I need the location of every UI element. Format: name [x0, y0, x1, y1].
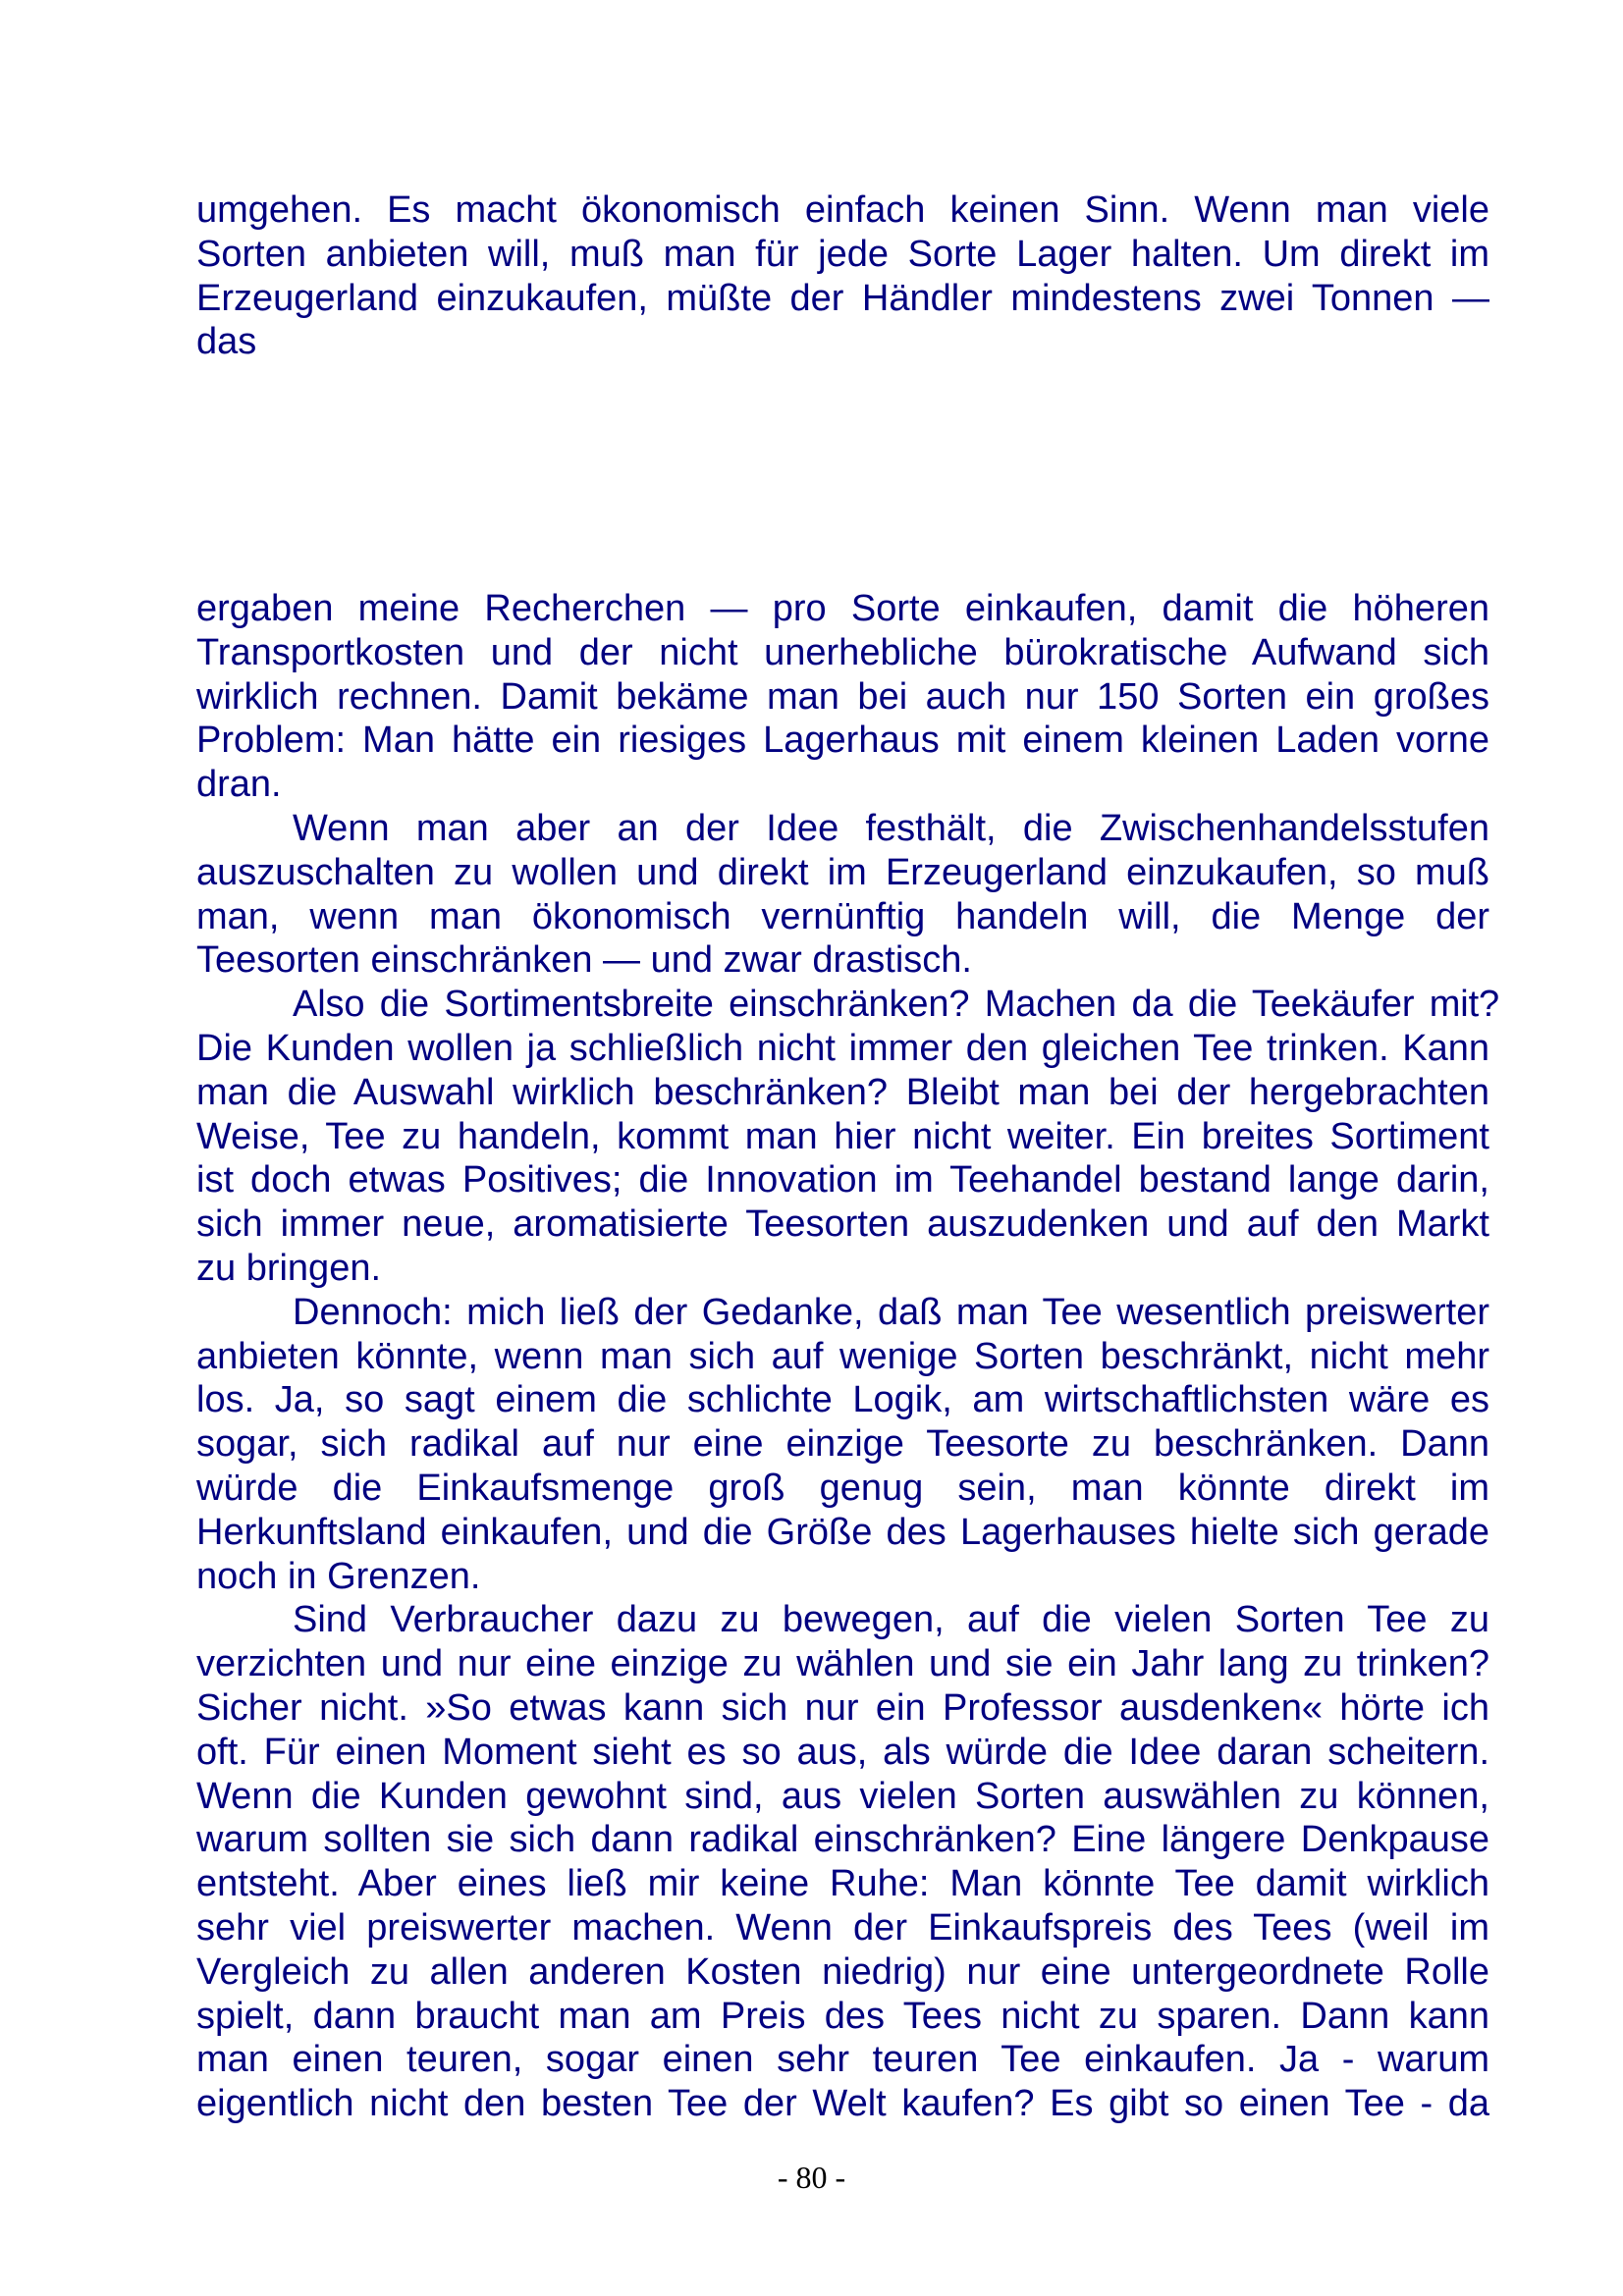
text-line: man die Auswahl wirklich beschränken? Bleibt man bei der hergebrachten [196, 1071, 1489, 1113]
paragraph [196, 807, 1489, 983]
text-line: eigentlich nicht den besten Tee der Welt kaufen? Es gibt so einen Tee - da [196, 2083, 1489, 2125]
text-line: Die Kunden wollen ja schließlich nicht immer den gleichen Tee trinken. Kann [196, 1027, 1489, 1069]
text-line: das [196, 321, 257, 363]
text-line: oft. Für einen Moment sieht es so aus, als würde die Idee daran scheitern. [196, 1731, 1489, 1773]
text-line: Sicher nicht. »So etwas kann sich nur ein Professor ausdenken« hörte ich [196, 1686, 1489, 1729]
text-block-main [196, 587, 1499, 2126]
text-line: wirklich rechnen. Damit bekäme man bei auch nur 150 Sorten ein großes [196, 675, 1489, 718]
text-line: Wenn die Kunden gewohnt sind, aus vielen Sorten auswählen zu können, [196, 1775, 1489, 1817]
text-line: ist doch etwas Positives; die Innovation im Teehandel bestand lange darin, [196, 1159, 1489, 1201]
text-line: sogar, sich radikal auf nur eine einzige Teesorte zu beschränken. Dann [196, 1423, 1489, 1466]
text-line: Weise, Tee zu handeln, kommt man hier nicht weiter. Ein breites Sortiment [196, 1115, 1489, 1157]
paragraph [196, 1598, 1489, 2126]
text-line: dran. [196, 764, 282, 806]
page-number: - 80 - [777, 2160, 846, 2195]
text-line: noch in Grenzen. [196, 1555, 481, 1597]
paragraph [196, 1291, 1489, 1599]
text-line: Sorten anbieten will, muß man für jede Sorte Lager halten. Um direkt im [196, 233, 1489, 275]
text-line: spielt, dann braucht man am Preis des Tees nicht zu sparen. Dann kann [196, 1995, 1489, 2037]
text-line: ergaben meine Recherchen — pro Sorte einkaufen, damit die höheren [196, 588, 1489, 629]
text-line: sich immer neue, aromatisierte Teesorten auszudenken und auf den Markt [196, 1203, 1489, 1246]
text-line: Sind Verbraucher dazu zu bewegen, auf die vielen Sorten Tee zu [293, 1599, 1489, 1641]
text-line: Also die Sortimentsbreite einschränken? Machen da die Teekäufer mit? [293, 984, 1499, 1026]
text-line: umgehen. Es macht ökonomisch einfach keinen Sinn. Wenn man viele [196, 189, 1489, 231]
text-line: Teesorten einschränken — und zwar drastisch. [196, 939, 972, 982]
text-line: Herkunftsland einkaufen, und die Größe des Lagerhauses hielte sich gerade [196, 1511, 1489, 1553]
text-line: zu bringen. [196, 1247, 382, 1289]
text-line: man, wenn man ökonomisch vernünftig handeln will, die Menge der [196, 895, 1489, 937]
text-line: Problem: Man hätte ein riesiges Lagerhaus mit einem kleinen Laden vorne [196, 720, 1489, 762]
text-line: Wenn man aber an der Idee festhält, die Zwischenhandelsstufen [293, 807, 1489, 849]
text-line: anbieten könnte, wenn man sich auf wenige Sorten beschränkt, nicht mehr [196, 1335, 1489, 1377]
text-line: würde die Einkaufsmenge groß genug sein, man könnte direkt im [196, 1467, 1489, 1509]
text-line: verzichten und nur eine einzige zu wählen und sie ein Jahr lang zu trinken? [196, 1643, 1489, 1685]
text-line: los. Ja, so sagt einem die schlichte Logik, am wirtschaftlichsten wäre es [196, 1379, 1489, 1421]
paragraph [196, 587, 1489, 807]
text-block-continuation [196, 188, 1489, 364]
text-line: sehr viel preiswerter machen. Wenn der Einkaufspreis des Tees (weil im [196, 1906, 1489, 1949]
text-line: warum sollten sie sich dann radikal einschränken? Eine längere Denkpause [196, 1819, 1489, 1861]
text-line: Erzeugerland einzukaufen, müßte der Händler mindestens zwei Tonnen — [196, 277, 1489, 319]
text-line: Dennoch: mich ließ der Gedanke, daß man Tee wesentlich preiswerter [293, 1291, 1489, 1333]
text-line: man einen teuren, sogar einen sehr teuren Tee einkaufen. Ja - warum [196, 2039, 1489, 2081]
paragraph [196, 983, 1499, 1291]
text-line: Vergleich zu allen anderen Kosten niedrig) nur eine untergeordnete Rolle [196, 1950, 1489, 1993]
text-line: Transportkosten und der nicht unerhebliche bürokratische Aufwand sich [196, 631, 1489, 673]
text-line: auszuschalten zu wollen und direkt im Erzeugerland einzukaufen, so muß [196, 851, 1489, 893]
text-line: entsteht. Aber eines ließ mir keine Ruhe: Man könnte Tee damit wirklich [196, 1863, 1489, 1905]
